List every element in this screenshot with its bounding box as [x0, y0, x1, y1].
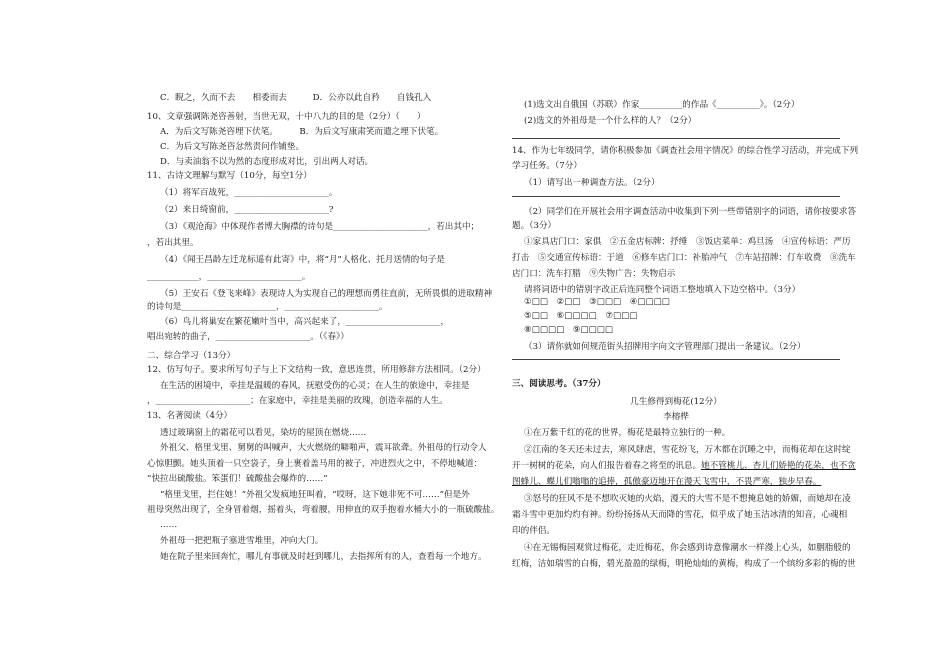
q13-passage-line: 她在院子里来回奔忙，哪儿有事就及时赶到哪儿，去指挥所有的人，查看每一个地方。 [160, 552, 487, 562]
question-13: 13、名著阅读（4分） [147, 411, 233, 421]
answer-line [512, 138, 840, 139]
q13-passage-line: 心惊胆颤。她头顶着一只空袋子，身上裹着盖马用的被子，冲进烈火之中，不停地喊道： [147, 459, 483, 469]
answer-line [512, 359, 840, 360]
q11-item-4: （4）《闻王昌龄左迁龙标遥有此寄》中，将“月”人格化、托月送情的句子是 [160, 255, 445, 265]
q14-task-2-cont: 题。（3分） [512, 221, 557, 231]
q14-answer-boxes: ⑤□□ ⑥□□□□ ⑦□□□ [524, 311, 638, 321]
q11-item-3: （3）《观沧海》中体现作者博大胸襟的诗句是______________________，若出其中； [160, 222, 480, 232]
q14-word-list: 店门口：洗车打腊 ⑨失物广告：失物启示 [512, 269, 676, 279]
q14-word-list: 打击 ⑤交通宣传标语：于道 ⑥修车店门口：补胎冲气 ⑦车站招牌：仃车收费 ⑧洗车 [512, 253, 856, 263]
q13-passage-line: 透过玻璃窗上的霜花可以看见，染坊的屋顶在燃烧…… [160, 428, 367, 438]
q12-sentence-cont: ，______________________；在家庭中，幸挂是美丽的玫瑰，创造幸福的人生。 [147, 396, 448, 406]
q10-option-a: A．为后文写陈尧咨埋下伏笔。 B．为后文写康肃笑而遣之埋下伏笔。 [160, 127, 444, 137]
q13-passage-line: “格里戈里，拦住她！”外祖父发疯地狂叫着，“哎呀，这下她非死不可……”但是外 [160, 490, 470, 500]
question-10: 10、文章强调陈尧咨善射，当世无双，十中八九的目的是（2分）（ ） [147, 112, 426, 122]
article-text: 开一树树的花朵，向人们报告着春之将至的讯息。 [512, 461, 702, 471]
q11-item-2: （2）来日绮窗前，______________________? [160, 205, 334, 215]
article-paragraph: ③怒号的狂风不是不想吹灭她的火焰，漫天的大雪不是不想掩息她的娇媚，而她却在凌 [524, 494, 851, 504]
article-paragraph: ④在无锡梅园观赏过梅花，走近梅花，你会感到诗意像潮水一样漫上心头，如胭脂般的 [524, 543, 851, 553]
q11-item-3-cont: ，若出其里。 [147, 238, 199, 248]
section-3-heading: 三、阅读思考。（37分） [512, 379, 606, 389]
q10-option-c: C．为后文写陈尧咨忿然责问作铺垫。 [160, 142, 305, 152]
answer-line [512, 196, 840, 197]
q14-task-1: （1）请写出一种调查方法。（2分） [524, 178, 660, 188]
question-11: 11、古诗文理解与默写（10分，每空1分） [147, 171, 312, 181]
article-author: 李榕桦 [663, 412, 689, 422]
q14-instruction: 请将词语中的错别字改正后连同整个词语工整地填入下边空格中。（3分） [524, 285, 801, 295]
q11-item-5-cont: 的诗句是______________________，______________________。 [147, 302, 388, 312]
question-14: 14、作为七年级同学，请你积极参加《调查社会用字情况》的综合性学习活动，并完成下列 [512, 146, 859, 156]
underlined-sentence: 她不管桃儿、杏儿们娇艳的花朵，也不贪 [701, 461, 856, 471]
q14-word-list: ①家具店门口：家俱 ②五金店标牌：抒缍 ③饭店菜单：鸡旦汤 ④宣传标语：严历 [524, 237, 851, 247]
q13-passage-line: 祖母突然出现了，全身冒着烟，摇着头，弯着腰，用伸直的双手抱着水桶大小的一瓶硫酸盐。 [147, 505, 500, 515]
q11-item-6: （6）鸟儿将巢安在繁花嫩叶当中，高兴起来了，______________________， [160, 317, 450, 327]
q9-option-c: C．睨之，久而不去 相委而去 D．公亦以此自矜 自钱孔入 [160, 93, 432, 103]
question-14-cont: 学习任务。（7分） [512, 161, 582, 171]
article-paragraph: 红梅，洁如瑞雪的白梅，碧光盈盈的绿梅，明艳灿灿的黄梅，构成了一个缤纷多彩的梅的世 [512, 559, 856, 569]
q11-item-5: （5）王安石《登飞来峰》表现诗人为实现自己的理想而勇往直前，无所畏惧的进取精神 [160, 289, 493, 299]
section-2-heading: 二、综合学习（13分） [147, 351, 236, 361]
q13-passage-ellipsis: …… [160, 520, 178, 530]
q11-item-1: （1）将军百战死，______________________。 [160, 188, 338, 198]
article-title: 几生修得到梅花(12分） [630, 397, 722, 407]
q13-passage-line: 外祖母一把把瓶子塞进雪堆里，冲向大门。 [160, 536, 324, 546]
article-paragraph: 霜斗雪中更加灼灼有神。纷纷扬扬从天而降的雪花，似乎成了她玉洁冰清的知音，心魂相 [512, 510, 848, 520]
q11-item-4-cont: ____________，______________________。 [147, 272, 311, 282]
q14-answer-boxes: ①□□ ②□□ ③□□□ ④□□□□ [524, 297, 670, 307]
question-12: 12、仿写句子。要求所写句子与上下文结构一致，意思连贯，所用修辞方法相同。（2分） [147, 365, 486, 375]
q14-task-3: （3）请你就如何规范街头招牌用字向文字管理部门提出一条建议。（2分） [524, 342, 806, 352]
q11-item-6-cont: 唱出宛转的曲子，______________________。（《春》） [147, 332, 349, 342]
q14-answer-boxes: ⑧□□□□ ⑨□□□□ [524, 325, 613, 335]
q10-option-d: D．与卖油翁不以为然的态度形成对比，引出两人对话。 [160, 157, 374, 167]
article-paragraph: ①在万紫千红的花的世界，梅花是最特立独行的一种。 [524, 428, 731, 438]
underlined-sentence: 图蜂儿、蝶儿们嗡嗡的追捧，孤傲豪迈地开在漫天飞雪中，不畏严寒，独步早春。 [512, 477, 822, 487]
q13-subquestion-1: (1)选文出自俄国（苏联）作家__________的作品《__________》。（2分） [524, 100, 800, 110]
q13-subquestion-2: (2)选文的外祖母是一个什么样的人？（2分） [524, 116, 697, 126]
article-paragraph [512, 460, 856, 472]
article-paragraph: ②江南的冬天还未过去，寒风肆虐，雪花纷飞，万木都在沉睡之中，而梅花却在这时绽 [524, 445, 851, 455]
q12-sentence: 在生活的困境中，幸挂是温暖的春风，抚慰受伤的心灵；在人生的旅途中，幸挂是 [160, 381, 470, 391]
q14-task-2: （2）同学们在开展社会用字调查活动中收集到下列一些带错别字的词语，请你按要求答 [524, 207, 857, 217]
article-paragraph: 印的伴侣。 [512, 526, 555, 536]
q13-passage-line: “快拉出硫酸盐。笨蛋们！硫酸盐会爆炸的……” [147, 474, 328, 484]
q13-passage-line: 外祖父、格里戈里、舅舅的叫喊声，大火燃烧的噼啪声，震耳欲聋。外祖母的行动令人 [160, 443, 487, 453]
